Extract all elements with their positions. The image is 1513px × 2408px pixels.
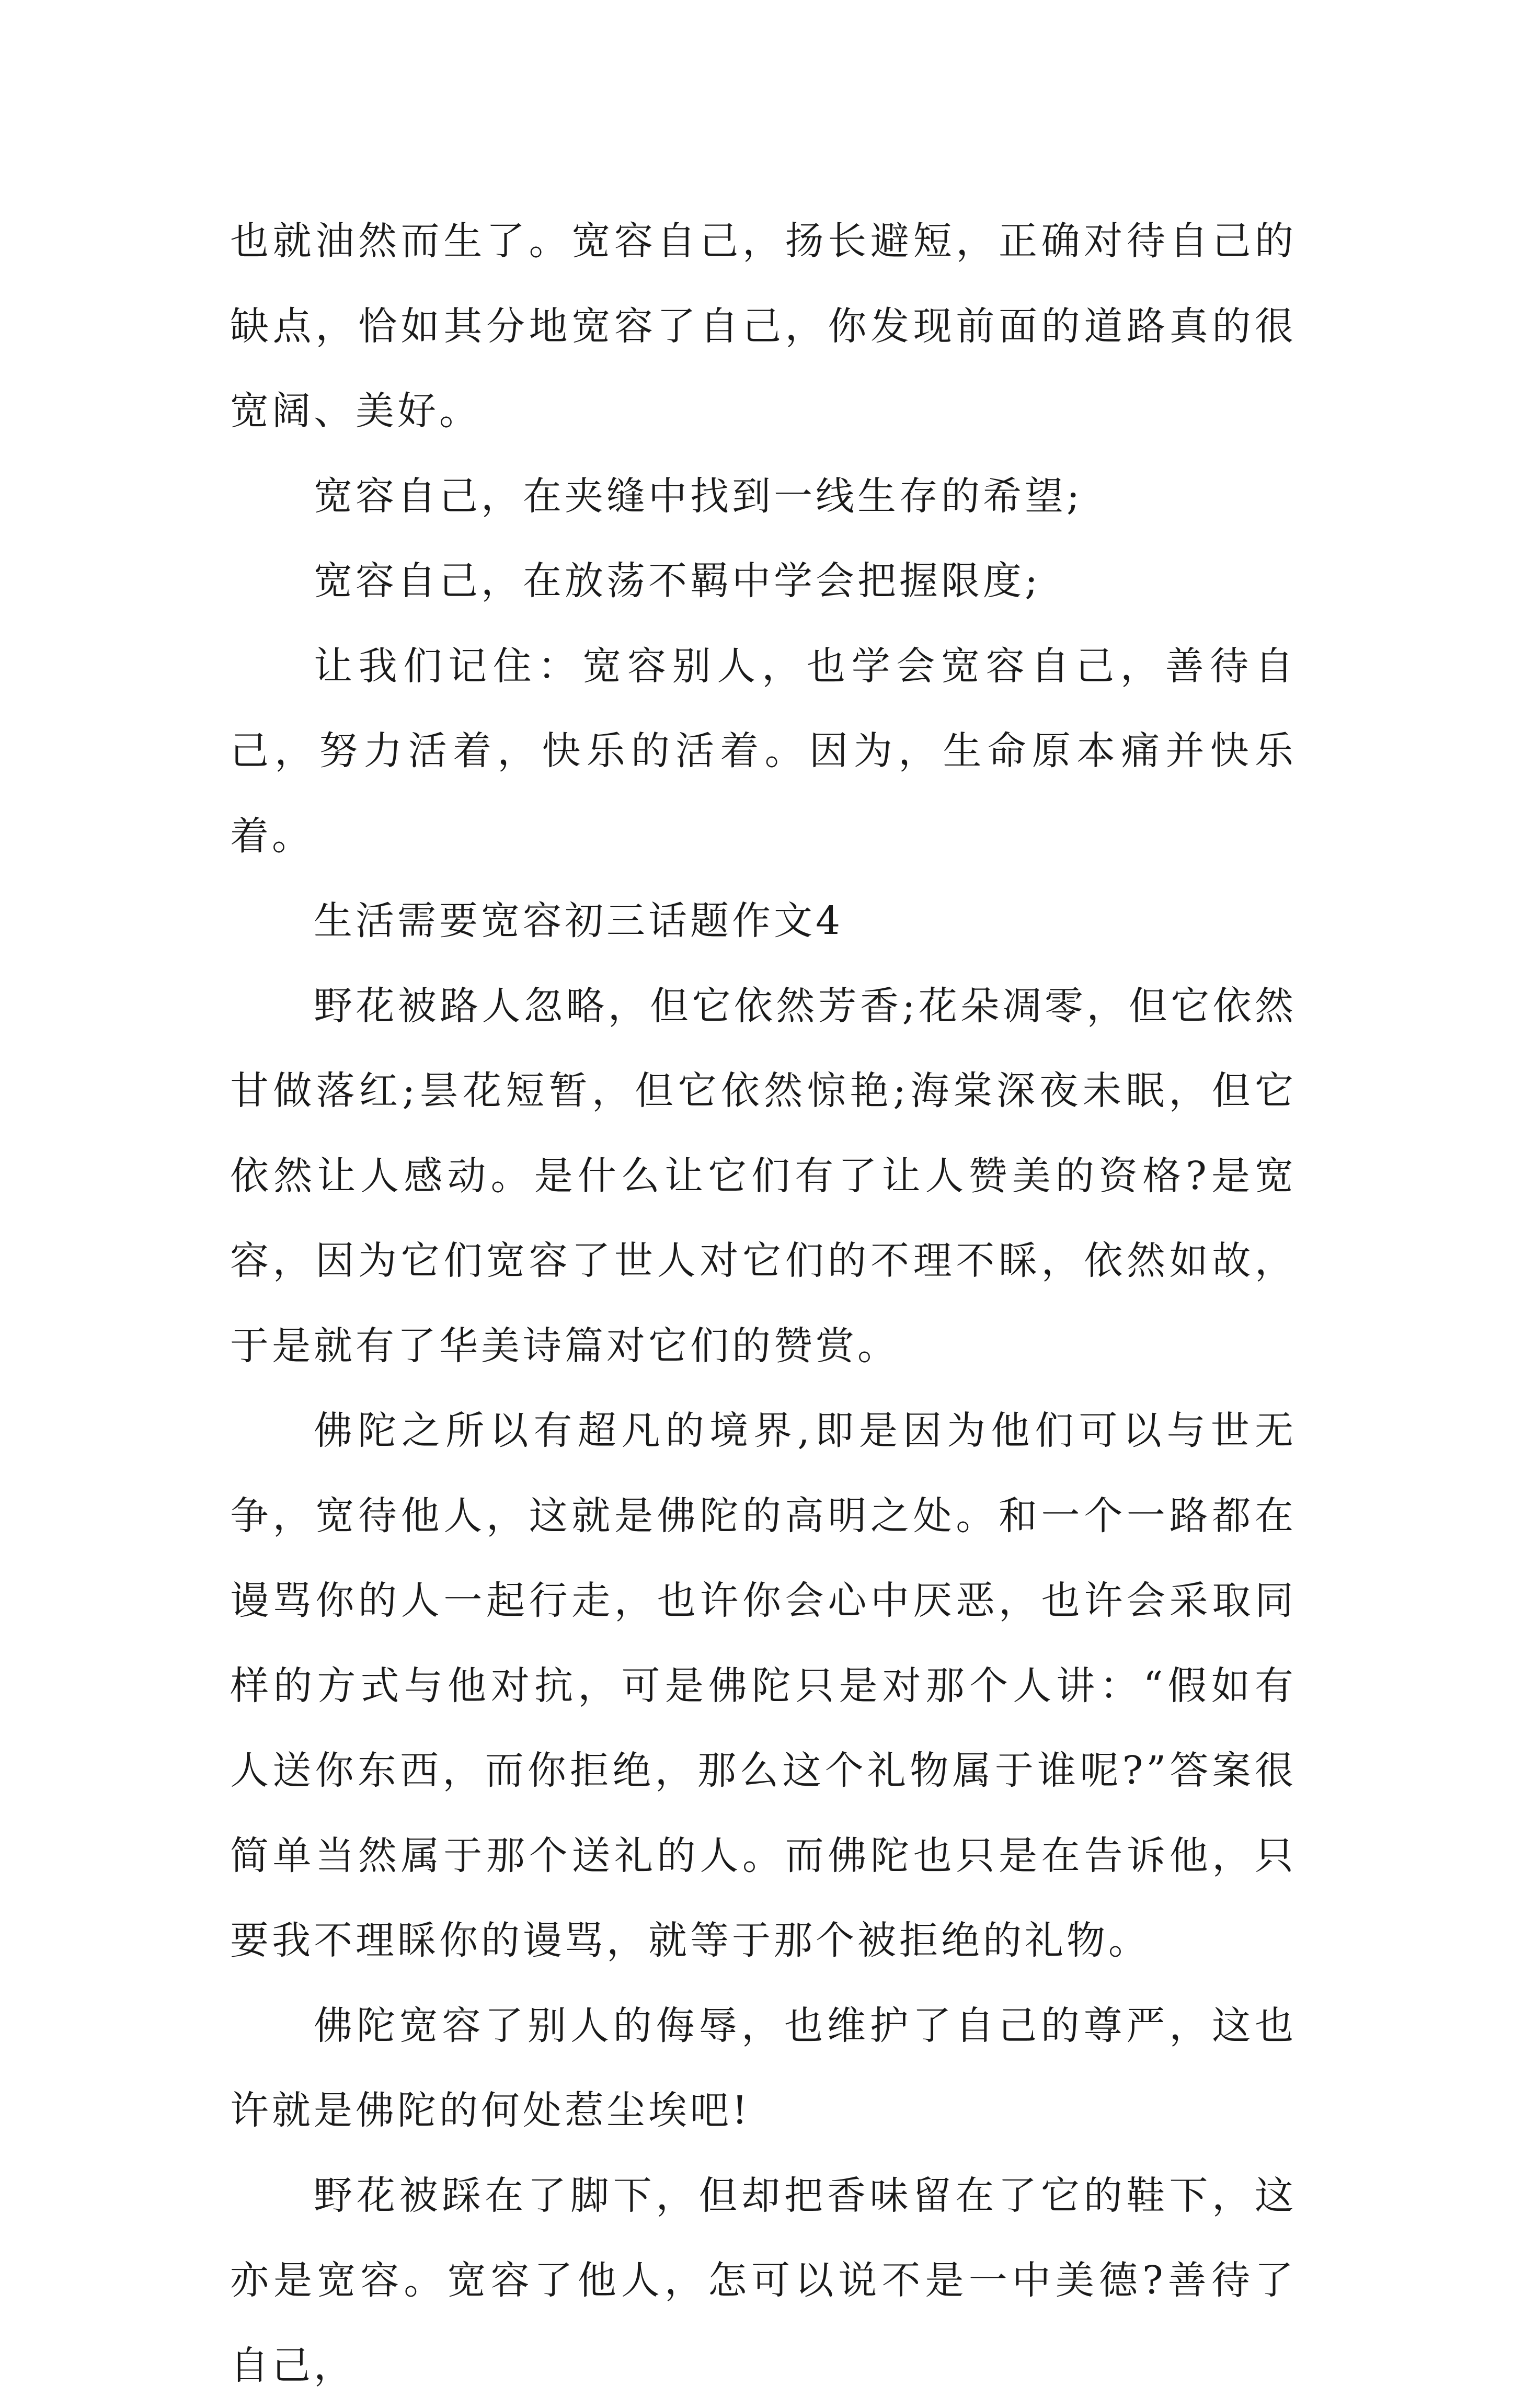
essay-heading: 生活需要宽容初三话题作文4	[230, 878, 1297, 964]
paragraph-remember: 让我们记住：宽容别人，也学会宽容自己，善待自己，努力活着，快乐的活着。因为，生命原本痛并快乐着。	[230, 624, 1297, 879]
paragraph-buddha-dignity: 佛陀宽容了别人的侮辱，也维护了自己的尊严，这也许就是佛陀的何处惹尘埃吧!	[230, 1983, 1297, 2153]
paragraph-tolerate-self-limits: 宽容自己，在放荡不羁中学会把握限度;	[230, 539, 1297, 624]
paragraph-wildflowers: 野花被路人忽略，但它依然芳香;花朵凋零，但它依然甘做落红;昙花短暂，但它依然惊艳;海棠深夜未眠，但它依然让人感动。是什么让它们有了让人赞美的资格?是宽容，因为它们宽容了世人对它们的不理不睬，依然如故，于是就有了华美诗篇对它们的赞赏。	[230, 964, 1297, 1389]
document-body	[230, 199, 1297, 2408]
paragraph-buddha-story: 佛陀之所以有超凡的境界,即是因为他们可以与世无争，宽待他人，这就是佛陀的高明之处。和一个一路都在谩骂你的人一起行走，也许你会心中厌恶，也许会采取同样的方式与他对抗，可是佛陀只是对那个人讲：“假如有人送你东西，而你拒绝，那么这个礼物属于谁呢?”答案很简单当然属于那个送礼的人。而佛陀也只是在告诉他，只要我不理睬你的谩骂，就等于那个被拒绝的礼物。	[230, 1388, 1297, 1983]
paragraph-tolerate-self-hope: 宽容自己，在夹缝中找到一线生存的希望;	[230, 454, 1297, 539]
paragraph-trampled-flower: 野花被踩在了脚下，但却把香味留在了它的鞋下，这亦是宽容。宽容了他人，怎可以说不是一中美德?善待了自己，	[230, 2153, 1297, 2408]
paragraph-continuation: 也就油然而生了。宽容自己，扬长避短，正确对待自己的缺点，恰如其分地宽容了自己，你发现前面的道路真的很宽阔、美好。	[230, 199, 1297, 454]
